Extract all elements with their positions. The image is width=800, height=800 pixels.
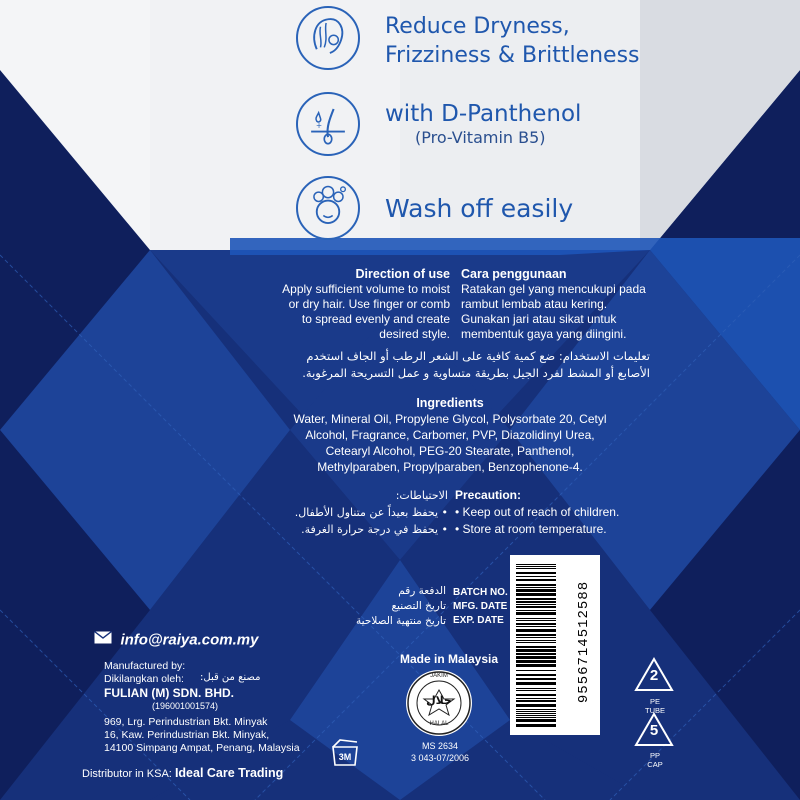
pao-icon — [330, 737, 360, 767]
barcode-bar — [516, 700, 556, 702]
barcode-bar — [516, 612, 556, 615]
barcode-bar — [516, 606, 556, 608]
direction-heading-en: Direction of use — [355, 267, 450, 281]
barcode-bar — [516, 576, 556, 577]
barcode-bar — [516, 587, 556, 588]
direction-line: Ratakan gel yang mencukupi pada — [461, 282, 646, 296]
envelope-icon — [94, 631, 112, 649]
distributor-row — [82, 766, 283, 780]
barcode-bar — [516, 601, 556, 603]
barcode-bar — [516, 604, 556, 605]
direction-line: Gunakan jari atau sikat untuk — [461, 312, 617, 326]
manufactured-by-ar: مصنع من قبل: — [200, 672, 261, 683]
recycle-number: 5 — [649, 722, 659, 739]
barcode-bar — [516, 660, 556, 663]
barcode-bar — [516, 694, 556, 696]
halal-ms: MS 2634 — [421, 741, 459, 751]
barcode-bar — [516, 724, 556, 727]
ingredients-line: Alcohol, Fragrance, Carbomer, PVP, Diazolidinyl Urea, — [305, 428, 595, 442]
barcode-bar — [516, 711, 556, 712]
precaution-item: • Store at room temperature. — [455, 522, 607, 536]
svg-text:+: + — [315, 120, 323, 130]
direction-line: membentuk gaya yang diingini. — [461, 327, 627, 341]
barcode-bar — [516, 682, 556, 685]
manufacturer-name: FULIAN (M) SDN. BHD. — [104, 686, 234, 700]
ingredients-line: Methylparaben, Propylparaben, Benzophenone-4. — [317, 460, 583, 474]
barcode-bar — [516, 626, 556, 627]
recycle-code: PP — [649, 751, 660, 760]
direction-line-ar: الأصابع أو المشط لفرد الجيل بطريقة متساوية و عمل التسريحة المرغوبة. — [302, 366, 650, 380]
barcode-bar — [516, 618, 556, 619]
halal-logo — [406, 670, 472, 736]
barcode-bar — [516, 568, 556, 569]
manufactured-by-label: Manufactured by: — [104, 660, 186, 672]
pao-label: 3M — [338, 752, 352, 762]
halal-center-text: حلال — [426, 694, 452, 707]
recycle-part: TUBE — [644, 706, 665, 715]
recycle-pe-icon — [633, 656, 675, 696]
precaution-heading-en: Precaution: — [455, 488, 522, 502]
barcode-bar — [516, 709, 556, 710]
distributor-label: Distributor in KSA: — [82, 768, 172, 780]
barcode-bar — [516, 649, 556, 652]
barcode-bar — [516, 719, 556, 722]
direction-line: rambut lembab atau kering. — [461, 297, 608, 311]
halal-cert-number: 3 043-07/2006 — [410, 753, 470, 763]
barcode-bar — [516, 610, 556, 611]
halal-top-text: JAKIM — [430, 673, 448, 679]
hair-follicle-vitamin-icon — [296, 92, 360, 156]
benefit-line: (Pro-Vitamin B5) — [415, 128, 546, 147]
manufacturer-reg: (196001001574) — [152, 701, 219, 711]
barcode-bar — [516, 629, 556, 632]
barcode-number: 9556714512588 — [576, 580, 592, 704]
barcode-bar — [516, 715, 556, 716]
email-link[interactable]: info@raiya.com.my — [120, 631, 259, 649]
recycle-code: PE — [649, 697, 660, 706]
barcode-bar — [516, 637, 556, 638]
address-line: 14100 Simpang Ampat, Penang, Malaysia — [104, 742, 300, 754]
barcode-bar — [516, 653, 556, 655]
email-row — [94, 631, 258, 649]
barcode-bar — [516, 713, 556, 714]
barcode-bar — [516, 674, 556, 676]
direction-line: Apply sufficient volume to moist — [282, 282, 450, 296]
recycle-number: 2 — [649, 667, 659, 684]
barcode-bar — [516, 642, 556, 643]
barcode-bar — [516, 593, 556, 596]
benefit-wash — [385, 193, 573, 225]
barcode-bar — [516, 584, 556, 586]
address-line: 16, Kaw. Perindustrian Bkt. Minyak, — [104, 729, 270, 741]
batch-label-ar: تاريخ التصنيع — [391, 600, 446, 612]
barcode — [516, 562, 574, 730]
direction-line-ar: تعليمات الاستخدام: ضع كمية كافية على الشعر الرطب أو الجاف استخدم — [306, 349, 650, 363]
barcode-bar — [516, 698, 556, 699]
batch-label-ar: الدفعة رقم — [398, 585, 446, 597]
barcode-bar — [516, 589, 556, 592]
barcode-bar — [516, 688, 556, 689]
direction-heading-ms: Cara penggunaan — [461, 267, 567, 281]
precaution-ar — [270, 487, 448, 538]
distributor-name: Ideal Care Trading — [174, 766, 284, 780]
barcode-bar — [516, 646, 556, 648]
precaution-item: • Keep out of reach of children. — [455, 505, 620, 519]
ingredients-heading: Ingredients — [416, 396, 484, 410]
barcode-bar — [516, 564, 556, 565]
benefit-line: Frizziness & Brittleness — [385, 43, 640, 68]
benefit-line: Wash off easily — [385, 194, 574, 223]
direction-ms — [461, 267, 681, 342]
direction-line: desired style. — [379, 327, 450, 341]
direction-line: to spread evenly and create — [301, 312, 450, 326]
batch-labels-en — [453, 586, 508, 628]
halal-cert — [400, 740, 480, 764]
barcode-bar — [516, 664, 556, 667]
precaution-heading-ar: الاحتياطات: — [395, 489, 448, 502]
ingredients — [270, 395, 630, 475]
precaution-item-ar: • يحفظ بعيداً عن متناول الأطفال. — [294, 506, 448, 519]
ingredients-line: Water, Mineral Oil, Propylene Glycol, Polysorbate 20, Cetyl — [293, 412, 607, 426]
direction-line: or dry hair. Use finger or comb — [288, 297, 450, 311]
barcode-bar — [516, 690, 556, 691]
recycle-pp-label — [643, 751, 667, 769]
batch-labels-ar — [300, 584, 446, 629]
barcode-bar — [516, 704, 556, 707]
batch-label: BATCH NO. — [453, 587, 508, 598]
barcode-bar — [516, 572, 556, 574]
direction-ar — [250, 348, 650, 382]
dikilangkan-label: Dikilangkan oleh: — [104, 673, 184, 685]
recycle-pp-icon — [633, 711, 675, 751]
batch-label: MFG. DATE — [453, 601, 508, 612]
barcode-bar — [516, 670, 556, 671]
barcode-bar — [516, 620, 556, 621]
precaution-item-ar: • يحفظ في درجة حرارة الغرفة. — [301, 523, 448, 536]
precaution-en — [455, 487, 655, 538]
ingredients-line: Cetearyl Alcohol, PEG-20 Stearate, Panthenol, — [325, 444, 575, 458]
barcode-bar — [516, 623, 556, 625]
barcode-bar — [516, 717, 556, 718]
barcode-bar — [516, 678, 556, 680]
barcode-bar — [516, 640, 556, 641]
benefit-dryness — [385, 12, 640, 70]
benefit-line: with D-Panthenol — [385, 101, 582, 127]
benefit-panthenol — [385, 100, 581, 148]
barcode-bar — [516, 656, 556, 659]
barcode-bar — [516, 566, 556, 567]
made-in-label: Made in Malaysia — [400, 652, 499, 666]
halal-bottom-text: HALAL — [429, 721, 449, 727]
benefit-line: Reduce Dryness, — [385, 14, 570, 39]
direction-en — [250, 267, 450, 342]
barcode-bar — [516, 579, 556, 581]
recycle-part: CAP — [647, 760, 663, 769]
washing-hair-icon — [296, 176, 360, 240]
batch-label: EXP. DATE — [453, 615, 504, 626]
barcode-bar — [516, 634, 556, 636]
batch-label-ar: تاريخ منتهية الصلاحية — [356, 615, 446, 627]
barcode-bar — [516, 598, 556, 600]
hair-dryness-icon — [296, 6, 360, 70]
address-line: 969, Lrg. Perindustrian Bkt. Minyak — [104, 716, 268, 728]
